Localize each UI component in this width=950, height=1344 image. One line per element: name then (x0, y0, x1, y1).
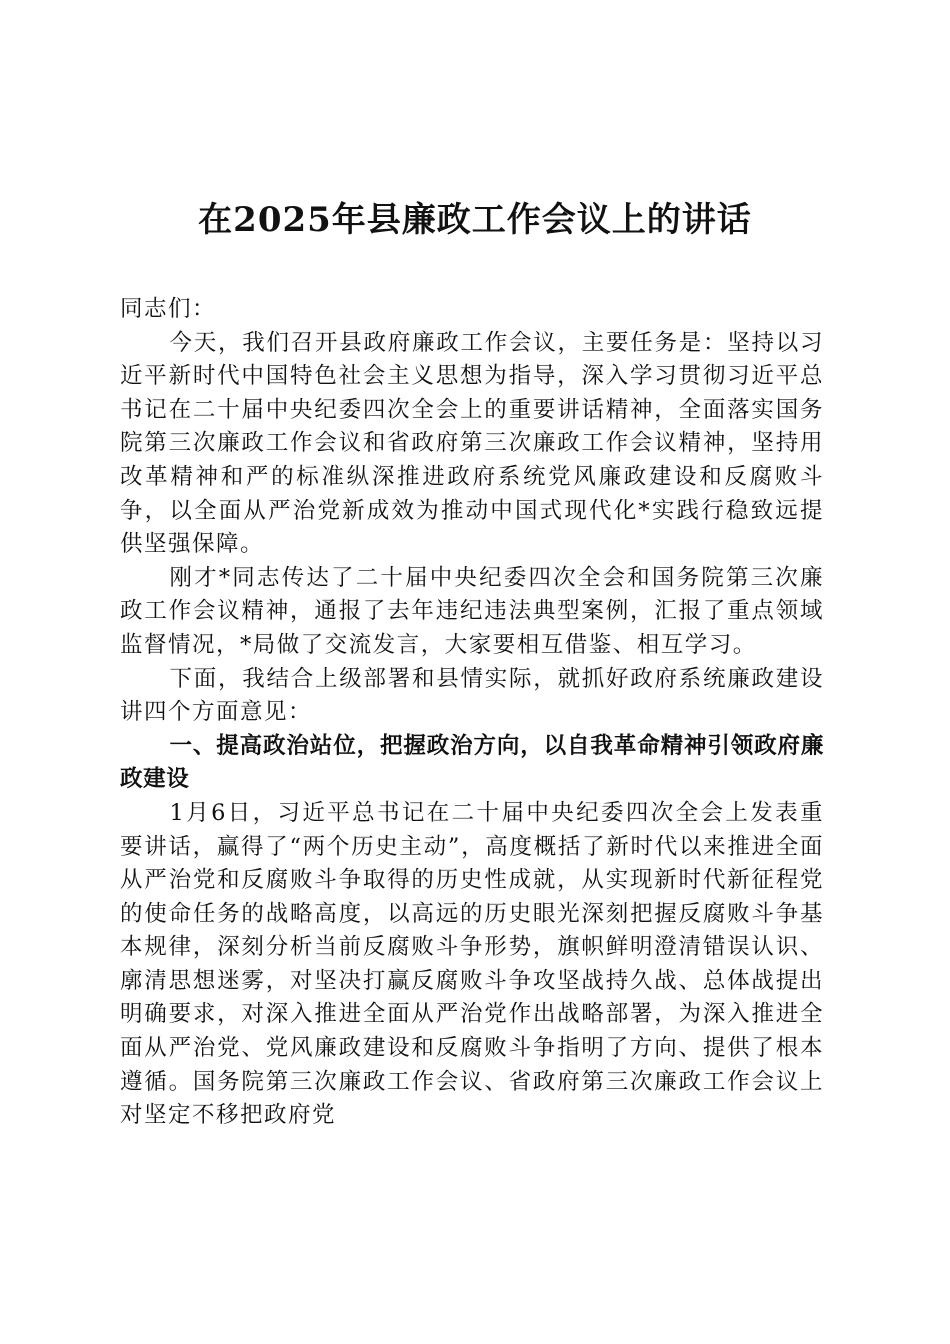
paragraph-intro: 今天，我们召开县政府廉政工作会议，主要任务是：坚持以习近平新时代中国特色社会主义思想为指导，深入学习贯彻习近平总书记在二十届中央纪委四次全会上的重要讲话精神，全面落实国务院第三次廉政工作会议和省政府第三次廉政工作会议精神，坚持用改革精神和严的标准纵深推进政府系统党风廉政建设和反腐败斗争，以全面从严治党新成效为推动中国式现代化*实践行稳致远提供坚强保障。 (120, 329, 824, 558)
section-heading-one: 一、提高政治站位，把握政治方向，以自我革命精神引领政府廉政建设 (120, 732, 824, 793)
salutation: 同志们： (120, 296, 217, 322)
paragraph-transition: 下面，我结合上级部署和县情实际，就抓好政府系统廉政建设讲四个方面意见： (120, 665, 824, 726)
document-body (120, 293, 824, 1133)
document-title: 在2025年县廉政工作会议上的讲话 (198, 200, 752, 240)
paragraph-meeting-summary: 刚才*同志传达了二十届中央纪委四次全会和国务院第三次廉政工作会议精神，通报了去年违纪违法典型案例，汇报了重点领域监督情况，*局做了交流发言，大家要相互借鉴、相互学习。 (120, 564, 824, 658)
paragraph-section-one: 1月6日，习近平总书记在二十届中央纪委四次全会上发表重要讲话，赢得了“两个历史主动”，高度概括了新时代以来推进全面从严治党和反腐败斗争取得的历史性成就，从实现新时代新征程党的使命任务的战略高度，以高远的历史眼光深刻把握反腐败斗争基本规律，深刻分析当前反腐败斗争形势，旗帜鲜明澄清错误认识、廓清思想迷雾，对坚决打赢反腐败斗争攻坚战持久战、总体战提出明确要求，对深入推进全面从严治党作出战略部署，为深入推进全面从严治党、党风廉政建设和反腐败斗争指明了方向、提供了根本遵循。国务院第三次廉政工作会议、省政府第三次廉政工作会议上对坚定不移把政府党 (120, 799, 824, 1129)
